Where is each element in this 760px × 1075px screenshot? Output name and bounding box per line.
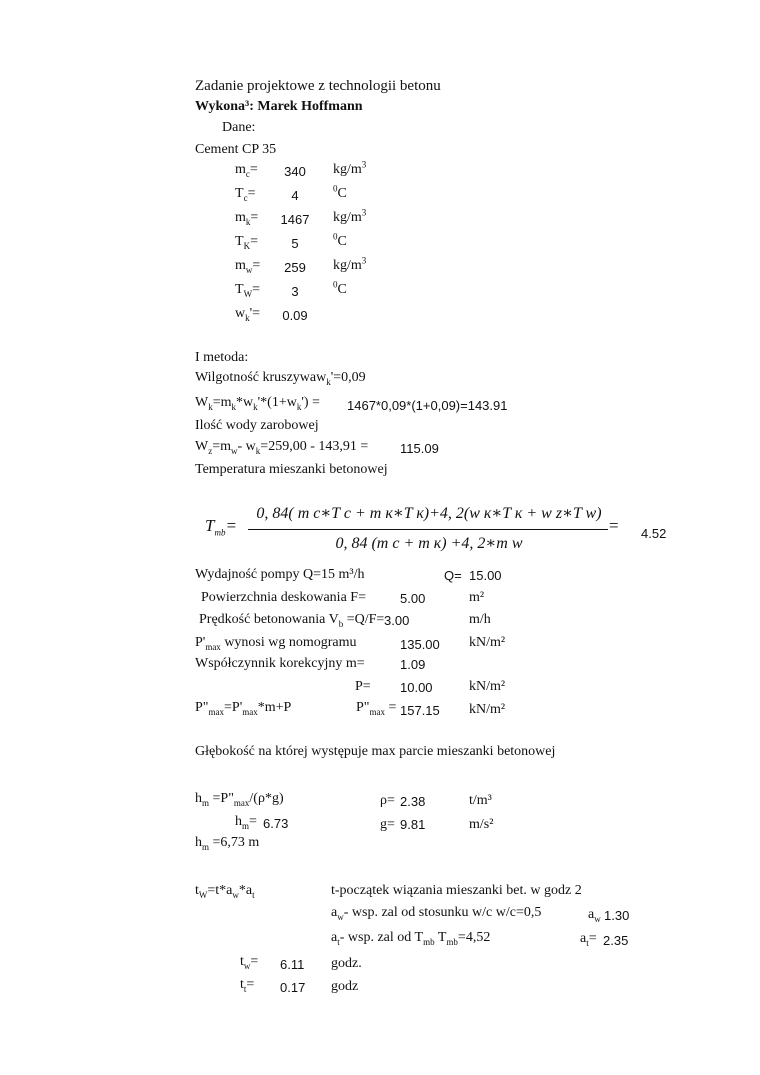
pmax2-label: $P"_{max}$ =: [356, 700, 397, 717]
q-label: Q=: [444, 568, 462, 583]
fraction-line: [248, 529, 608, 530]
param-symbol: $T_c=$: [235, 186, 256, 203]
formula-lhs: $T_{mb}=$: [205, 516, 237, 538]
g-value: 9.81: [400, 817, 426, 832]
moisture-line: Wilgotność kruszywaw$_k$'=0,09: [195, 370, 366, 387]
tt-label: $t_t=$: [240, 977, 255, 994]
pmax-unit: kN/m²: [469, 635, 506, 650]
cement-label: Cement CP 35: [195, 142, 277, 157]
tw-label: $t_w=$: [240, 954, 259, 971]
p-label: P=: [355, 679, 371, 694]
param-symbol: $w_k'=$: [235, 306, 261, 323]
pmax2-unit: kN/m²: [469, 702, 506, 717]
rho-value: 2.38: [400, 794, 426, 809]
q-value: 15.00: [469, 568, 502, 583]
wk-formula-line: $W_k=m_k*w_k'*(1+w_k')$ =: [195, 395, 320, 412]
tt-unit: godz: [331, 979, 359, 994]
method-heading: I metoda:: [195, 350, 249, 365]
param-value: 4: [291, 188, 299, 203]
param-unit: $^0$C: [333, 183, 347, 201]
tt-value: 0.17: [280, 980, 306, 995]
temperature-label: Temperatura mieszanki betonowej: [195, 462, 388, 477]
formula-result: 4.52: [641, 526, 667, 541]
given-label: Dane:: [222, 120, 256, 135]
at-value: 2.35: [603, 933, 629, 948]
pmax2-value: 157.15: [400, 703, 440, 718]
param-value: 0.09: [282, 308, 308, 323]
param-unit: $kg/m^3$: [333, 255, 367, 273]
rho-unit: t/m³: [469, 793, 492, 808]
formula-denominator: 0, 84 (m c + m к) +4, 2∗m w: [335, 535, 523, 552]
g-unit: m/s²: [469, 817, 494, 832]
hm-formula: $h_m$ $=P"_{max}/(\rho*g)$: [195, 791, 284, 808]
param-symbol: $m_w=$: [235, 258, 261, 275]
hm-label: $h_m=$: [235, 814, 257, 831]
param-unit: $kg/m^3$: [333, 207, 367, 225]
g-label: g=: [380, 817, 395, 832]
depth-heading: Głębokość na której występuje max parcie mieszanki betonowej: [195, 744, 556, 759]
wz-formula-line: $W_z=m_w-$ $w_k=259,00 - 143,91$ =: [195, 439, 369, 456]
tw-unit: godz.: [331, 956, 362, 971]
param-value: 1467: [280, 212, 310, 227]
at-label: $a_t=$: [580, 931, 597, 948]
author-line: Wykona³: Marek Hoffmann: [195, 99, 363, 114]
p-value: 10.00: [400, 680, 433, 695]
param-symbol: $T_K=$: [235, 234, 258, 251]
area-value: 5.00: [400, 591, 426, 606]
param-value: 259: [284, 260, 306, 275]
formula-numerator: 0, 84( m c∗T c + m к∗T к)+4, 2(w к∗T к + w z∗T w): [256, 505, 602, 522]
pmax-label: $P'_{max}$ wynosi wg nomogramu: [195, 635, 357, 652]
param-symbol: $m_k=$: [235, 210, 259, 227]
param-value: 5: [291, 236, 299, 251]
pmax-value: 135.00: [400, 637, 440, 652]
param-unit: $^0$C: [333, 231, 347, 249]
param-symbol: $T_W=$: [235, 282, 260, 299]
speed-label: Prędkość betonowania $V_b =Q/F=$: [199, 612, 385, 629]
pmax2-formula: $P"_{max}=P'_{max}*m+P$: [195, 700, 292, 717]
t-description: t-początek wiązania mieszanki bet. w godz 2: [331, 883, 582, 898]
param-symbol: $m_c=$: [235, 162, 258, 179]
correction-label: Współczynnik korekcyjny m=: [195, 656, 365, 671]
wk-calculation: 1467*0,09*(1+0,09)=143.91: [347, 398, 508, 413]
param-unit: $kg/m^3$: [333, 159, 367, 177]
area-label: Powierzchnia deskowania F=: [201, 590, 366, 605]
tw-value: 6.11: [280, 957, 305, 972]
p-unit: kN/m²: [469, 679, 506, 694]
correction-value: 1.09: [400, 657, 426, 672]
pump-output-label: Wydajność pompy Q=15 m³/h: [195, 567, 365, 582]
rho-label: ρ=: [380, 793, 395, 808]
speed-unit: m/h: [469, 612, 491, 627]
hm-value: 6.73: [263, 816, 289, 831]
aw-value: 1.30: [604, 908, 630, 923]
area-unit: m²: [469, 590, 485, 605]
document-title: Zadanie projektowe z technologii betonu: [195, 78, 441, 94]
wz-result: 115.09: [400, 441, 439, 456]
param-value: 3: [291, 284, 299, 299]
aw-description: $a_w-$ wsp. zal od stosunku w/c w/c=0,5: [331, 905, 542, 922]
water-label: Ilość wody zarobowej: [195, 418, 319, 433]
hm-final: $h_m =6,73$ m: [195, 835, 260, 852]
at-description: $a_t-$ wsp. zal od $T_{mb}$ $T_{mb}=4,52$: [331, 930, 491, 947]
param-value: 340: [284, 164, 306, 179]
tw-formula: $t_W=t*a_w*a_t$: [195, 883, 255, 900]
param-unit: $^0$C: [333, 279, 347, 297]
aw-label: $a_w$: [588, 907, 601, 924]
formula-equals: =: [609, 516, 619, 535]
speed-value: 3.00: [384, 613, 410, 628]
